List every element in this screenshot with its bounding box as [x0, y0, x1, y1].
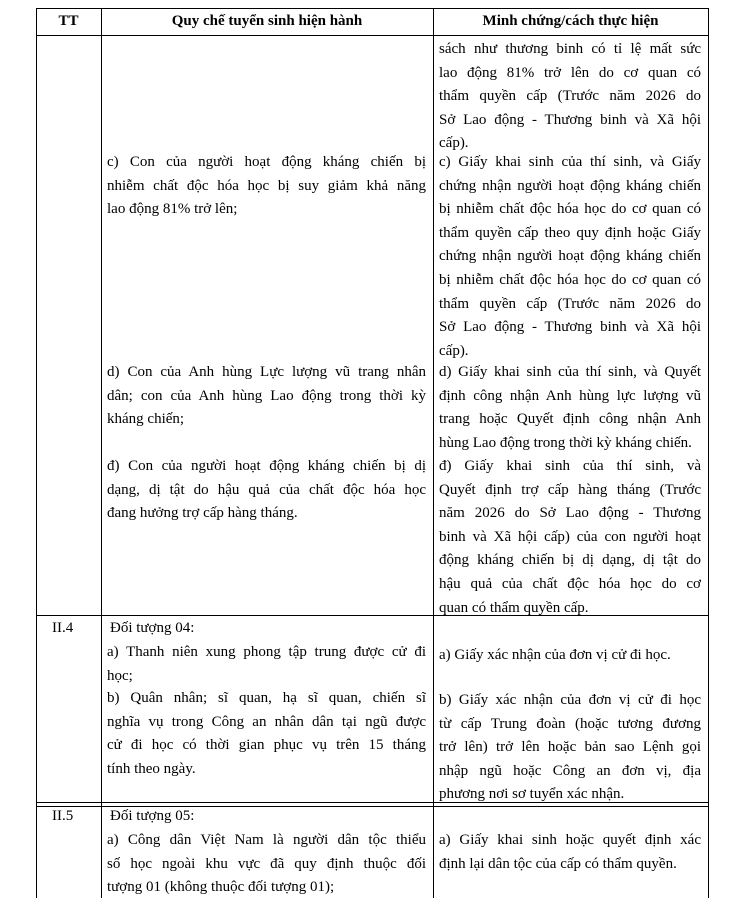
- text-line: đang hưởng trợ cấp hàng tháng.: [107, 505, 298, 522]
- proof-block-ii4-a: [439, 644, 701, 668]
- rule-title-ii4: Đối tượng 04:: [110, 620, 195, 636]
- rule-block-c: [107, 151, 426, 222]
- text-line: tượng 01 (không thuộc đối tượng 01);: [107, 879, 335, 896]
- text-line: Sở Lao động - Thương binh và Xã hội: [439, 319, 701, 336]
- text-line: cấp).: [439, 342, 469, 359]
- text-line: định lại dân tộc của cấp có thẩm quyền.: [439, 855, 677, 872]
- text-line: động kháng chiến bị dị dạng, dị tật do: [439, 552, 701, 569]
- text-line: a) Công dân Việt Nam là người dân tộc thiểu: [107, 832, 426, 848]
- text-line: dạng, dị tật do hậu quả của chất độc hóa học: [107, 481, 426, 498]
- text-line: binh và Xã hội cấp) của con người hoạt: [439, 528, 701, 545]
- column-divider-1: [101, 8, 102, 898]
- text-line: trang hoặc Quyết định công nhận Anh: [439, 411, 701, 428]
- text-line: Quyết định trợ cấp hàng tháng (Trước: [439, 481, 701, 498]
- table-right-border: [708, 8, 709, 898]
- rule-block-d: [107, 361, 426, 432]
- text-line: đ) Giấy khai sinh của thí sinh, và: [439, 458, 701, 474]
- rule-block-dd: [107, 455, 426, 526]
- rule-block-ii5-a: [107, 829, 426, 900]
- text-line: số học ngoài khu vực đã quy định thuộc đối: [107, 855, 426, 872]
- column-divider-2: [433, 8, 434, 898]
- text-line: thẩm quyền cấp theo quy định hoặc Giấy: [439, 224, 701, 241]
- text-line: đ) Con của người hoạt động kháng chiến bị dị: [107, 458, 426, 474]
- table-top-border: [36, 8, 708, 9]
- text-line: cấp).: [439, 135, 469, 152]
- text-line: thẩm quyền cấp (Trước năm 2026 do: [439, 88, 701, 105]
- header-bottom-border: [36, 35, 708, 36]
- text-line: chứng nhận người hoạt động kháng chiến: [439, 177, 701, 194]
- text-line: a) Giấy khai sinh hoặc quyết định xác: [439, 832, 701, 848]
- text-line: thẩm quyền cấp (Trước năm 2026 do: [439, 295, 701, 312]
- header-rule: Quy chế tuyển sinh hiện hành: [171, 13, 363, 29]
- table-left-border: [36, 8, 37, 898]
- text-line: trở lên) trở lên hoặc bản sao Lệnh gọi: [439, 739, 701, 756]
- text-line: hùng Lao động trong thời kỳ kháng chiến.: [439, 434, 692, 451]
- proof-block-ii5-a: [439, 829, 701, 876]
- row-number-ii4: II.4: [52, 620, 74, 636]
- text-line: c) Con của người hoạt động kháng chiến bị: [107, 154, 426, 170]
- text-line: c) Giấy khai sinh của thí sinh, và Giấy: [439, 154, 701, 170]
- text-line: lao động 81% trở lên;: [107, 201, 238, 218]
- proof-block-d: [439, 361, 701, 455]
- text-line: bị nhiễm chất độc hóa học do cơ quan có: [439, 201, 701, 218]
- rule-block-ii4-a: [107, 641, 426, 688]
- text-line: lao động 81% trở lên do cơ quan có: [439, 64, 701, 81]
- text-line: nhiễm chất độc hóa học bị suy giảm khả năng: [107, 177, 426, 194]
- text-line: hậu quả của chất độc hóa học do cơ: [439, 575, 701, 592]
- text-line: cử đi học có thời gian phục vụ trên 15 tháng: [107, 737, 426, 754]
- text-line: sách như thương binh có tỉ lệ mất sức: [439, 41, 701, 57]
- text-line: bị nhiễm chất độc hóa học do cơ quan có: [439, 271, 701, 288]
- text-line: Sở Lao động - Thương binh và Xã hội: [439, 111, 701, 128]
- text-line: kháng chiến;: [107, 411, 185, 428]
- text-line: từ cấp Trung đoàn (hoặc tương đương: [439, 715, 701, 732]
- text-line: định công nhận Anh hùng lực lượng vũ: [439, 387, 701, 404]
- header-proof: Minh chứng/cách thực hiện: [482, 13, 659, 29]
- text-line: quan có thẩm quyền cấp.: [439, 599, 589, 616]
- text-line: b) Giấy xác nhận của đơn vị cử đi học: [439, 692, 701, 708]
- header-tt: TT: [58, 13, 79, 29]
- proof-block-dd: [439, 455, 701, 620]
- text-line: a) Thanh niên xung phong tập trung được cử đi: [107, 644, 426, 660]
- text-line: a) Giấy xác nhận của đơn vị cử đi học.: [439, 647, 671, 663]
- text-line: năm 2026 do Sở Lao động - Thương: [439, 505, 701, 522]
- text-line: học;: [107, 667, 133, 684]
- text-line: nghĩa vụ trong Công an nhân dân tại ngũ được: [107, 713, 426, 730]
- text-line: nhập ngũ hoặc Công an đơn vị, địa: [439, 762, 701, 779]
- rule-title-ii5: Đối tượng 05:: [110, 808, 195, 824]
- proof-block-c: [439, 151, 701, 363]
- text-line: b) Quân nhân; sĩ quan, hạ sĩ quan, chiến sĩ: [107, 690, 426, 706]
- text-line: chứng nhận người hoạt động kháng chiến: [439, 248, 701, 265]
- proof-block-continued: [439, 38, 701, 156]
- text-line: tính theo ngày.: [107, 760, 196, 777]
- text-line: dân; con của Anh hùng Lao động trong thời kỳ: [107, 387, 426, 404]
- text-line: phương nơi sơ tuyển xác nhận.: [439, 786, 625, 803]
- proof-block-ii4-b: [439, 689, 701, 807]
- text-line: d) Giấy khai sinh của thí sinh, và Quyết: [439, 364, 701, 380]
- row-number-ii5: II.5: [52, 808, 74, 824]
- rule-block-ii4-b: [107, 687, 426, 781]
- text-line: d) Con của Anh hùng Lực lượng vũ trang nhân: [107, 364, 426, 380]
